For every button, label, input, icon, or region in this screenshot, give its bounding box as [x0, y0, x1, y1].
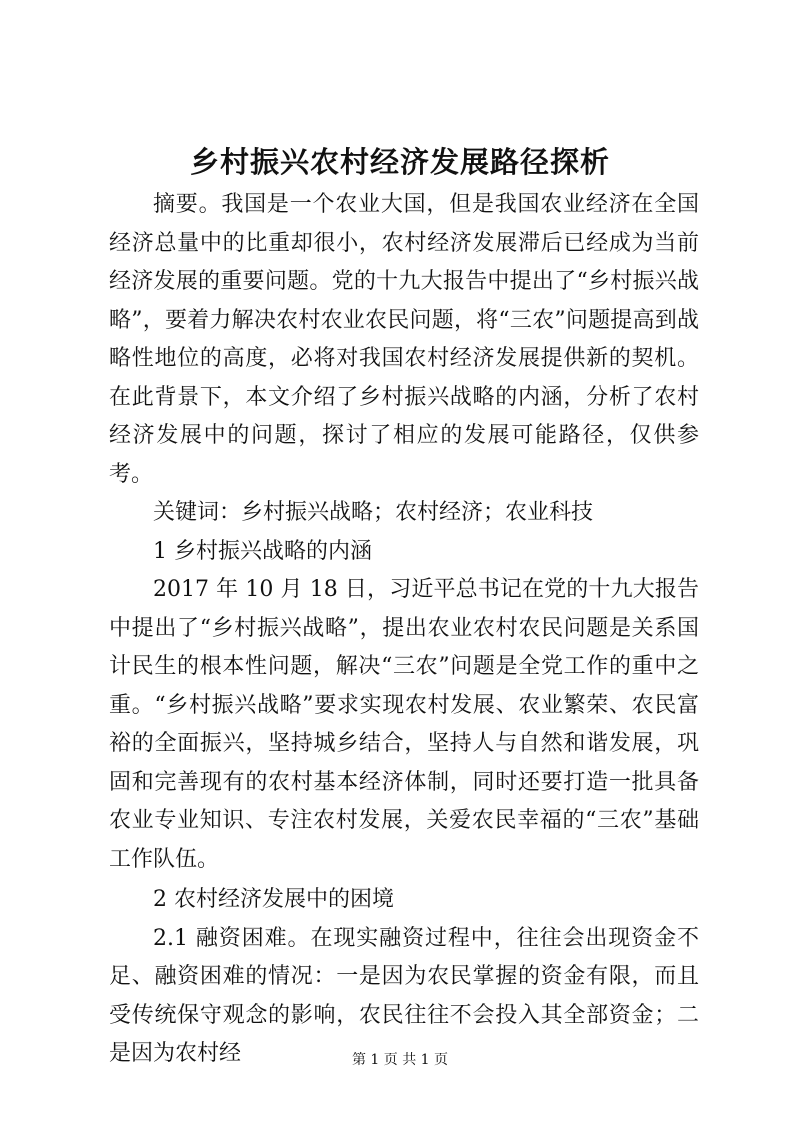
document-body	[109, 186, 699, 1074]
keywords-line: 关键词：乡村振兴战略；农村经济；农业科技	[153, 500, 594, 525]
page-footer: 第 1 页 共 1 页	[351, 1052, 449, 1068]
document-title: 乡村振兴农村经济发展路径探析	[189, 145, 610, 179]
abstract-paragraph: 摘要。我国是一个农业大国，但是我国农业经济在全国经济总量中的比重却很小，农村经济发展滞后已经成为当前经济发展的重要问题。党的十九大报告中提出了“乡村振兴战略”，要着力解决农村农业农民问题，将“三农”问题提高到战略性地位的高度，必将对我国农村经济发展提供新的契机。在此背景下，本文介绍了乡村振兴战略的内涵，分析了农村经济发展中的问题，探讨了相应的发展可能路径，仅供参考。	[109, 192, 699, 487]
section-2-heading: 2 农村经济发展中的困境	[153, 887, 394, 912]
section-1-heading: 1 乡村振兴战略的内涵	[153, 538, 372, 564]
section-2-1-paragraph: 2.1 融资困难。在现实融资过程中，往往会出现资金不足、融资困难的情况：一是因为农民掌握的资金有限，而且受传统保守观念的影响，农民往往不会投入其全部资金；二是因为农村经	[109, 925, 699, 1066]
section-1-paragraph: 2017 年 10 月 18 日，习近平总书记在党的十九大报告中提出了“乡村振兴战略”，提出农业农村农民问题是关系国计民生的根本性问题，解决“三农”问题是全党工作的重中之重。“乡村振兴战略”要求实现农村发展、农业繁荣、农民富裕的全面振兴，坚持城乡结合，坚持人与自然和谐发展，巩固和完善现有的农村基本经济体制，同时还要打造一批具备农业专业知识、专注农村发展，关爱农民幸福的“三农”基础工作队伍。	[109, 577, 699, 872]
